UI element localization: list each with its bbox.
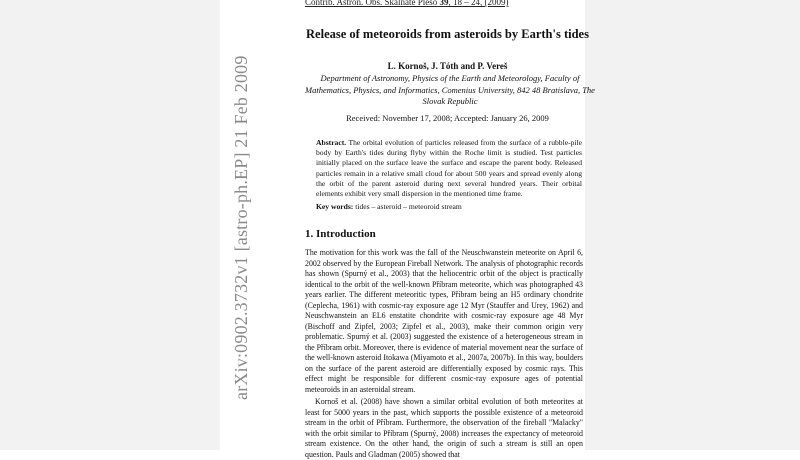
paragraph: Kornoš et al. (2008) have shown a similar orbital evolution of both meteorites at least for 5000 years in the past, which supports the possible existence of a meteoroid stream in the orbit of Příbram. Furthermore, the observation of the fireball "Malacky" with the orbit similar to Příbram (Spurný, 2008) increases the expectancy of meteoroid stream existence. On the other hand, the origin of such a stream is still an open question. Pauls and Gladman (2005) showed that bbox=[305, 397, 583, 459]
journal-header bbox=[305, 0, 509, 7]
paper-title: Release of meteoroids from asteroids by Earth's tides bbox=[306, 27, 589, 41]
left-margin-band bbox=[0, 0, 220, 450]
keywords-text: tides – asteroid – meteoroid stream bbox=[355, 202, 462, 211]
arxiv-id: arXiv:0902.3732v1 [astro-ph.EP] 21 Feb 2009 bbox=[231, 55, 251, 400]
right-margin-band bbox=[585, 0, 800, 450]
keywords bbox=[316, 202, 462, 211]
body-text bbox=[305, 248, 583, 460]
journal-name: Contrib. Astron. Obs. Skalnaté Pleso bbox=[305, 0, 438, 7]
keywords-label: Key words: bbox=[316, 202, 354, 211]
paper-affiliation: Department of Astronomy, Physics of the Earth and Meteorology, Faculty of Mathematics, Physics, and Informatics, Comenius University, 842 48 Bratislava, The Slovak Republic bbox=[305, 73, 595, 106]
paper-authors: L. Kornoš, J. Tóth and P. Vereš bbox=[387, 61, 508, 71]
section-title: 1. Introduction bbox=[305, 228, 376, 240]
paragraph: The motivation for this work was the fall of the Neuschwanstein meteorite on April 6, 2002 observed by the European Fireball Network. The analysis of photographic records has shown (Spurný et al., 2003) that the heliocentric orbit of the object is practically identical to the orbit of the well-known Příbram meteorite, which was photographed 43 years earlier. The different meteoritic types, Příbram being an H5 ordinary chondrite (Ceplecha, 1961) with cosmic-ray exposure age 12 Myr (Stauffer and Urey, 1962) and Neuschwanstein an EL6 enstatite chondrite with cosmic-ray exposure age 48 Myr (Bischoff and Zipfel, 2003; Zipfel et al., 2003), make their common origin very problematic. Spurný et al. (2003) suggested the existence of a heterogeneous stream in the Příbram orbit. Moreover, there is evidence of material movement near the surface of the well-known asteroid Itokawa (Miyamoto et al., 2007a, 2007b). In this way, boulders on the surface of the parent asteroid are differentially exposed by cosmic rays. This effect might be responsible for different cosmic-ray exposure ages of potential meteoroids in an asteroidal stream. bbox=[305, 248, 583, 394]
received-dates: Received: November 17, 2008; Accepted: January 26, 2009 bbox=[346, 113, 549, 123]
journal-pages: , 18 – 24, (2009) bbox=[448, 0, 509, 7]
abstract-label: Abstract. bbox=[316, 138, 347, 147]
abstract bbox=[316, 138, 582, 199]
abstract-text: The orbital evolution of particles released from the surface of a rubble-pile body by Earth's tides during flyby within the Roche limit is studied. Test particles initially placed on the surface leave the surface and escape the parent body. Released particles remain in a relative small cloud for about 500 years and spread evenly along the orbit of the parent asteroid during next several hundred years. Their orbital elements exhibit very small dispersion in the mentioned time frame. bbox=[316, 138, 582, 199]
journal-volume: 39 bbox=[439, 0, 449, 7]
